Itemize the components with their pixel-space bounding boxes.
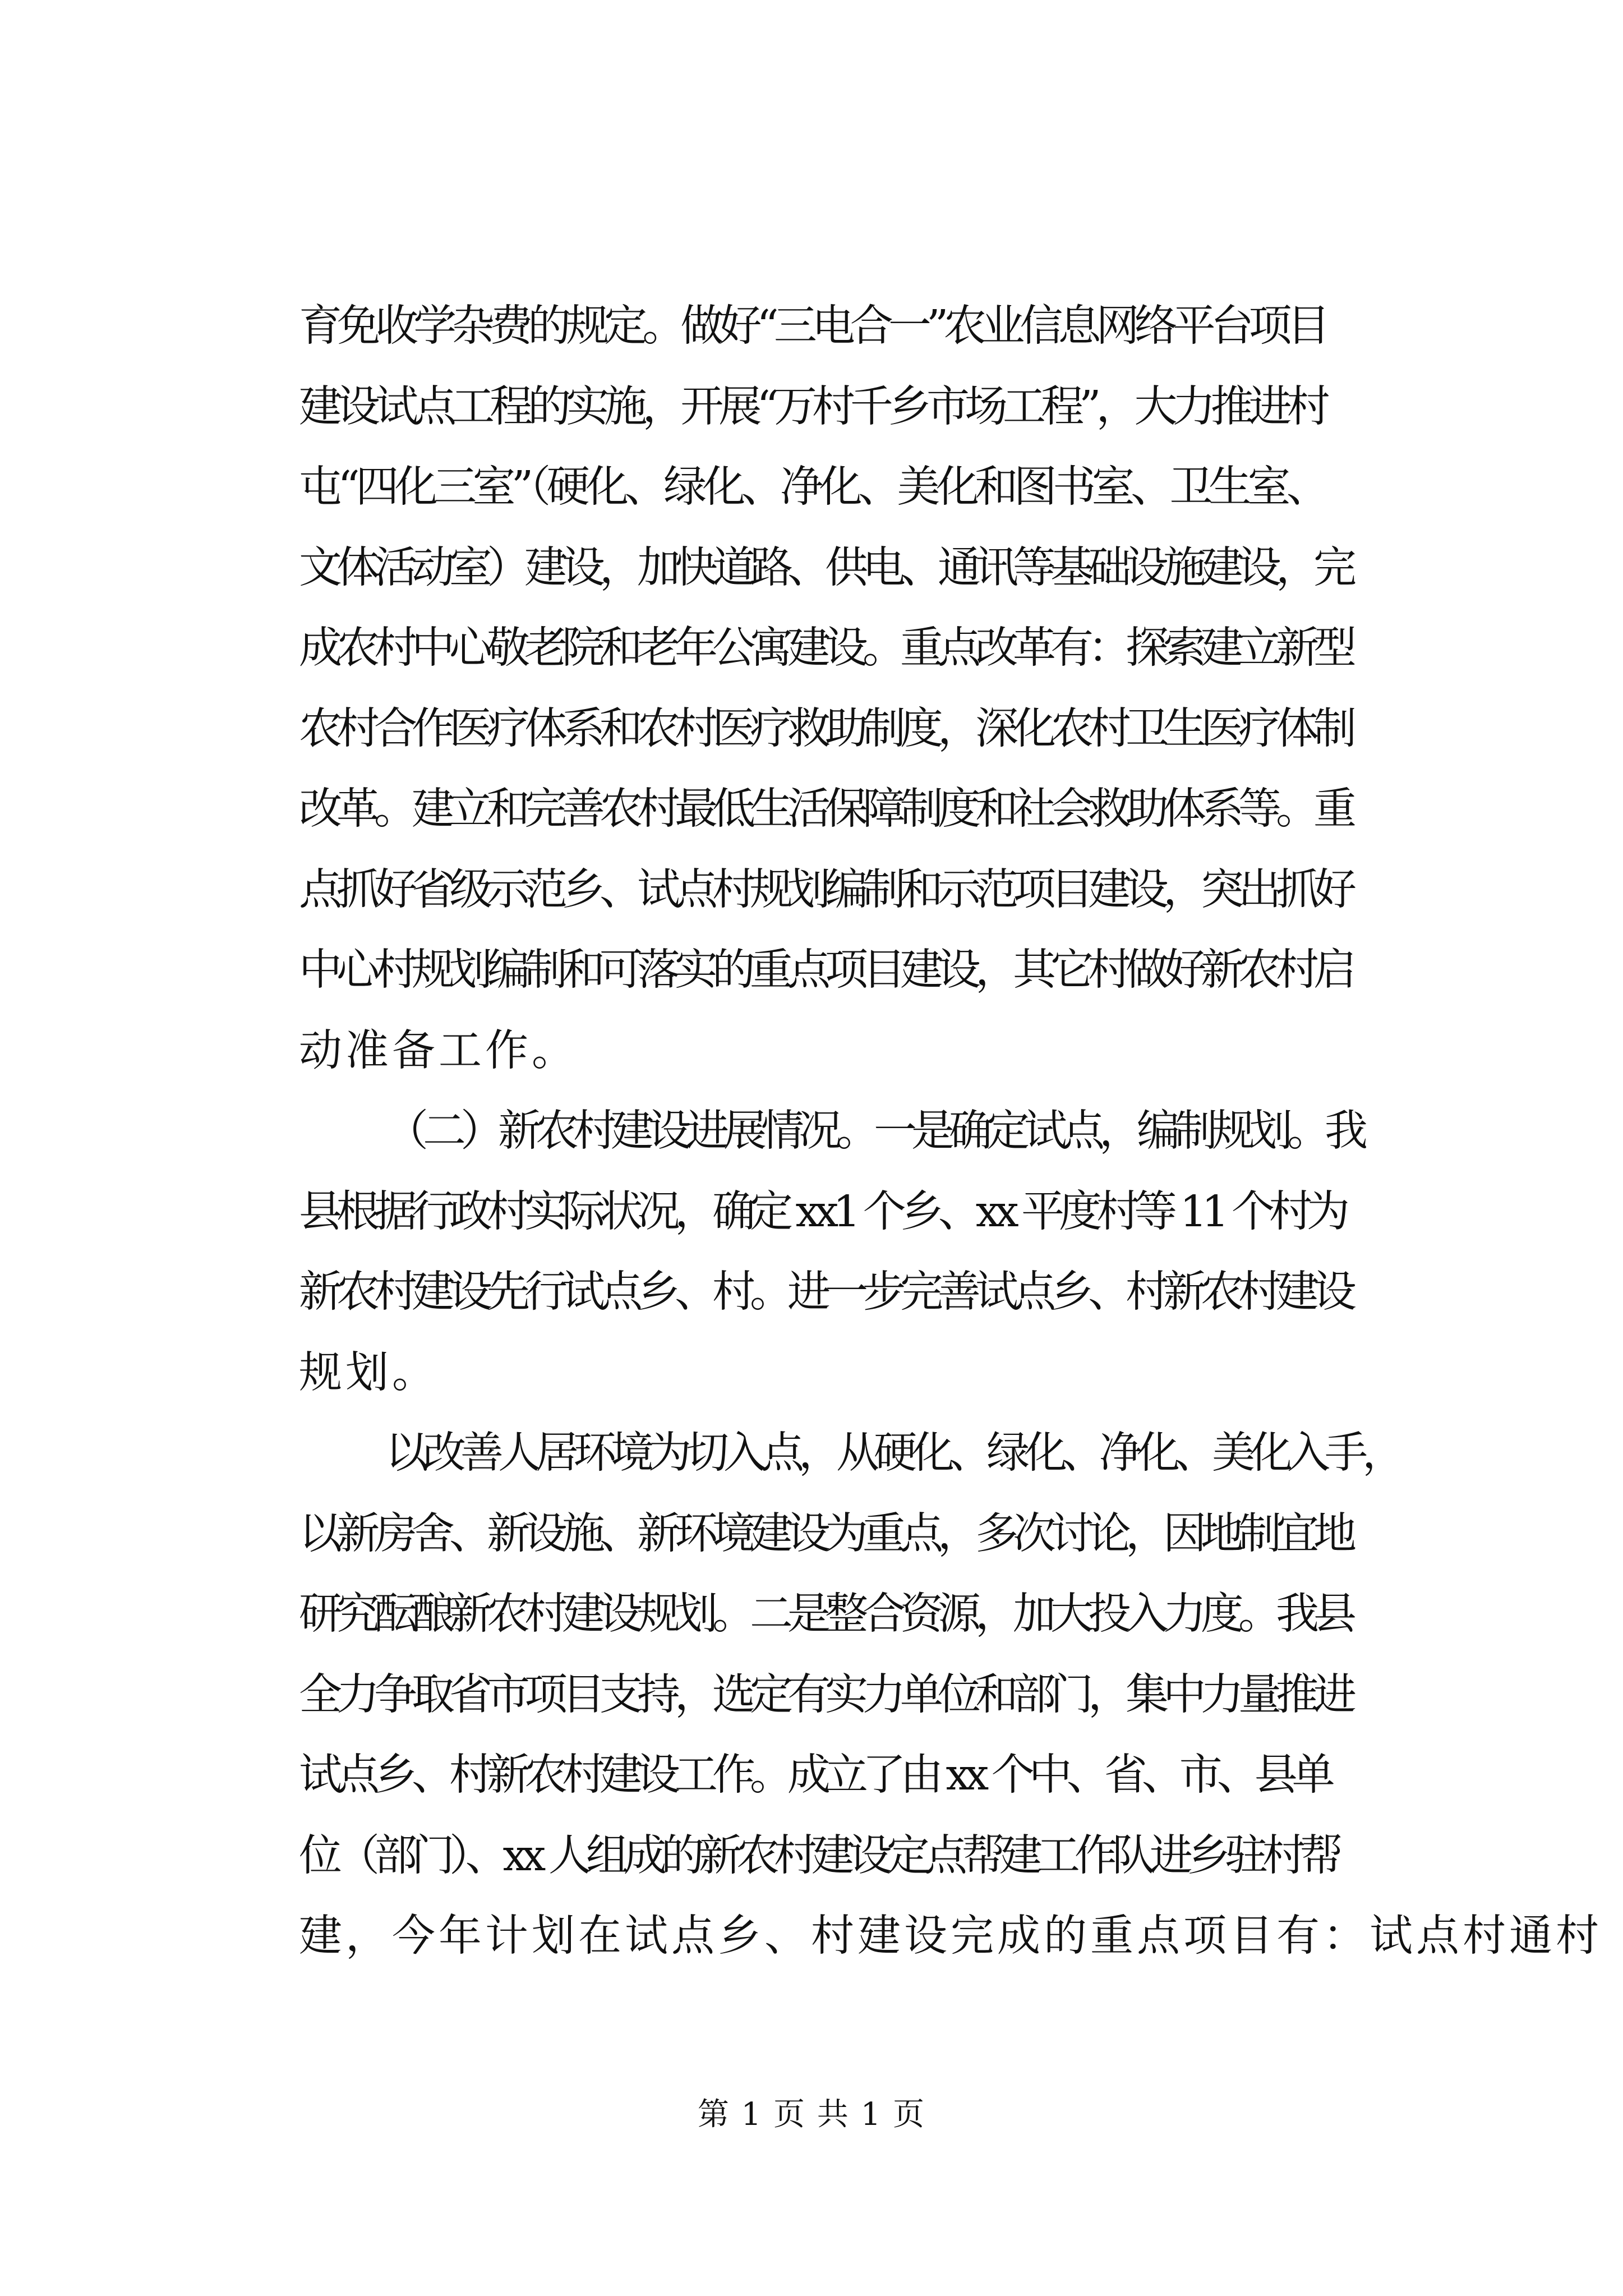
text-line: 文体活动室）建设，加快道路、供电、通讯等基础设施建设，完 xyxy=(299,542,1351,593)
text-line: 试点乡、村新农村建设工作。成立了由 xx 个中、省、市、县单 xyxy=(299,1750,1330,1800)
text-line: （二）新农村建设进展情况。一是确定试点，编制规划。我 xyxy=(385,1106,1362,1156)
text-line: 动准备工作。 xyxy=(299,1025,578,1076)
text-line: 农村合作医疗体系和农村医疗救助制度，深化农村卫生医疗体制 xyxy=(299,703,1351,754)
text-line: 成农村中心敬老院和老年公寓建设。重点改革有：探索建立新型 xyxy=(299,623,1351,673)
text-line: 中心村规划编制和可落实的重点项目建设，其它村做好新农村启 xyxy=(299,945,1351,995)
page-footer: 第 1 页 共 1 页 xyxy=(697,2096,926,2133)
text-line: 点抓好省级示范乡、试点村规划编制和示范项目建设，突出抓好 xyxy=(299,864,1351,915)
document-body xyxy=(299,286,1602,1977)
text-line: 全力争取省市项目支持，选定有实力单位和部门，集中力量推进 xyxy=(299,1669,1351,1720)
text-line: 以改善人居环境为切入点，从硬化、绿化、净化、美化入手， xyxy=(385,1428,1400,1478)
text-line: 县根据行政村实际状况，确定 xx1 个乡、xx 平度村等 11 个村为 xyxy=(299,1186,1345,1237)
text-line: 规划。 xyxy=(299,1347,439,1398)
paragraph xyxy=(299,1091,1362,1413)
text-line: 改革。建立和完善农村最低生活保障制度和社会救助体系等。重 xyxy=(299,784,1351,834)
text-line: 新农村建设先行试点乡、村。进一步完善试点乡、村新农村建设 xyxy=(299,1267,1351,1317)
text-line: 屯“四化三室”（硬化、绿化、净化、美化和图书室、卫生室、 xyxy=(299,462,1326,512)
text-line: 建设试点工程的实施，开展“万村千乡市场工程”，大力推进村 xyxy=(299,381,1325,432)
paragraph xyxy=(299,286,1351,1091)
text-line: 育免收学杂费的规定。做好“三电合一”农业信息网络平台项目 xyxy=(299,301,1325,351)
text-line: 研究酝酿新农村建设规划。二是整合资源，加大投入力度。我县 xyxy=(299,1589,1351,1639)
text-line: 建，今年计划在试点乡、村建设完成的重点项目有：试点村通村 xyxy=(299,1911,1602,1961)
text-line: 位（部门）、xx 人组成的新农村建设定点帮建工作队进乡驻村帮 xyxy=(299,1830,1338,1881)
text-line: 以新房舍、新设施、新环境建设为重点，多次讨论，因地制宜地 xyxy=(299,1508,1351,1559)
paragraph xyxy=(299,1413,1602,1977)
